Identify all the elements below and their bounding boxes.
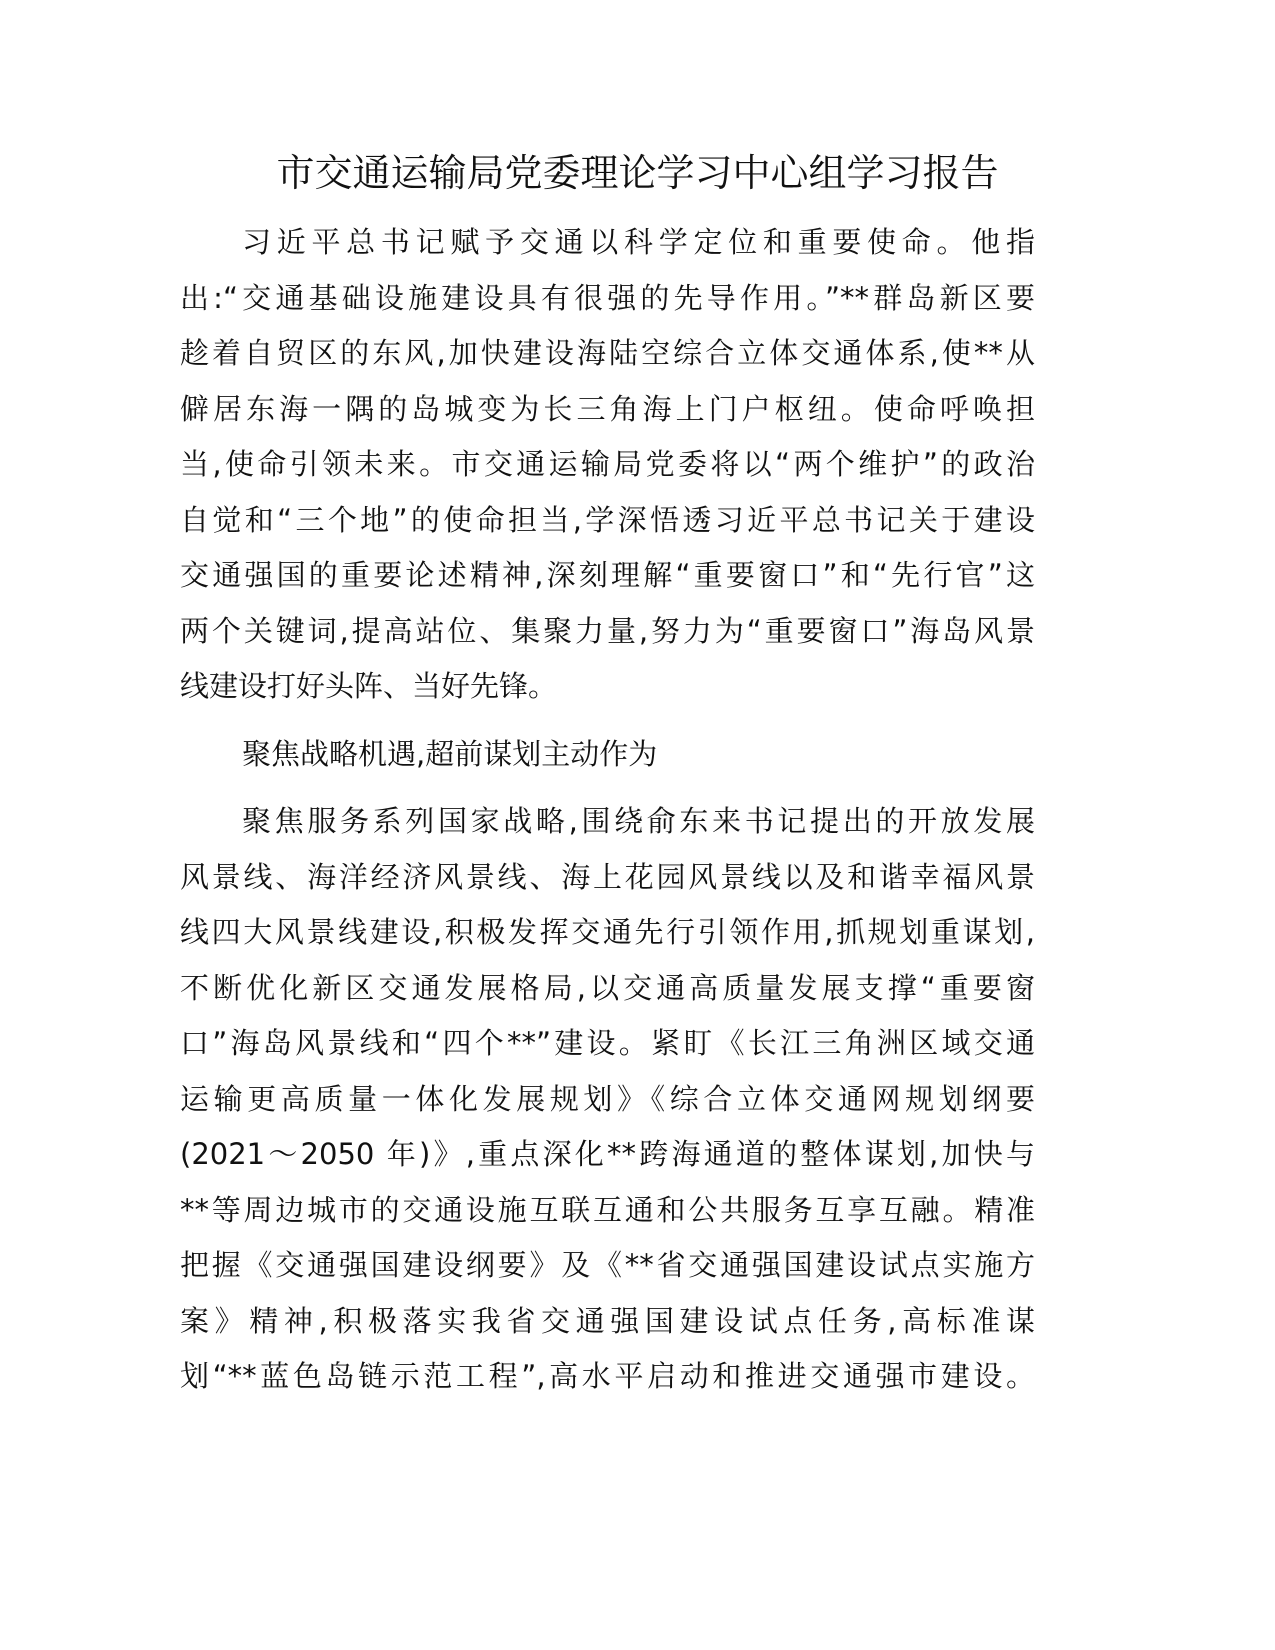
paragraph-intro xyxy=(180,215,1035,715)
text-line: **等周边城市的交通设施互联互通和公共服务互享互融。精准 xyxy=(180,1192,1035,1227)
text-line: 出:“交通基础设施建设具有很强的先导作用。”**群岛新区要 xyxy=(180,280,1035,315)
text-line: 两个关键词,提高站位、集聚力量,努力为“重要窗口”海岛风景 xyxy=(180,613,1035,648)
paragraph-strategy xyxy=(180,794,1035,1405)
text-line: 划“**蓝色岛链示范工程”,高水平启动和推进交通强市建设。 xyxy=(180,1359,1035,1393)
text-line: 聚焦服务系列国家战略,围绕俞东来书记提出的开放发展 xyxy=(242,804,1035,838)
text-line: 交通强国的重要论述精神,深刻理解“重要窗口”和“先行官”这 xyxy=(180,558,1035,592)
text-line: 风景线、海洋经济风景线、海上花园风景线以及和谐幸福风景 xyxy=(180,859,1035,894)
text-line: 运输更高质量一体化发展规划》《综合立体交通网规划纲要 xyxy=(180,1081,1035,1116)
text-line: 自觉和“三个地”的使命担当,学深悟透习近平总书记关于建设 xyxy=(180,502,1035,537)
text-line: 僻居东海一隅的岛城变为长三角海上门户枢纽。使命呼唤担 xyxy=(180,391,1035,426)
text-line: 趁着自贸区的东风,加快建设海陆空综合立体交通体系,使**从 xyxy=(180,336,1035,370)
text-line: 当,使命引领未来。市交通运输局党委将以“两个维护”的政治 xyxy=(180,447,1035,481)
text-line: 口”海岛风景线和“四个**”建设。紧盯《长江三角洲区域交通 xyxy=(180,1026,1035,1060)
text-line: 线建设打好头阵、当好先锋。 xyxy=(180,669,558,703)
section-heading: 聚焦战略机遇,超前谋划主动作为 xyxy=(242,737,658,771)
text-line: (2021～2050 年)》,重点深化**跨海通道的整体谋划,加快与 xyxy=(180,1137,1035,1171)
text-line: 案》精神,积极落实我省交通强国建设试点任务,高标准谋 xyxy=(180,1303,1035,1338)
text-line: 把握《交通强国建设纲要》及《**省交通强国建设试点实施方 xyxy=(180,1248,1035,1282)
document-title: 市交通运输局党委理论学习中心组学习报告 xyxy=(276,151,999,195)
text-line: 习近平总书记赋予交通以科学定位和重要使命。他指 xyxy=(242,225,1035,259)
text-line: 不断优化新区交通发展格局,以交通高质量发展支撑“重要窗 xyxy=(180,970,1035,1005)
text-line: 线四大风景线建设,积极发挥交通先行引领作用,抓规划重谋划, xyxy=(180,915,1035,949)
